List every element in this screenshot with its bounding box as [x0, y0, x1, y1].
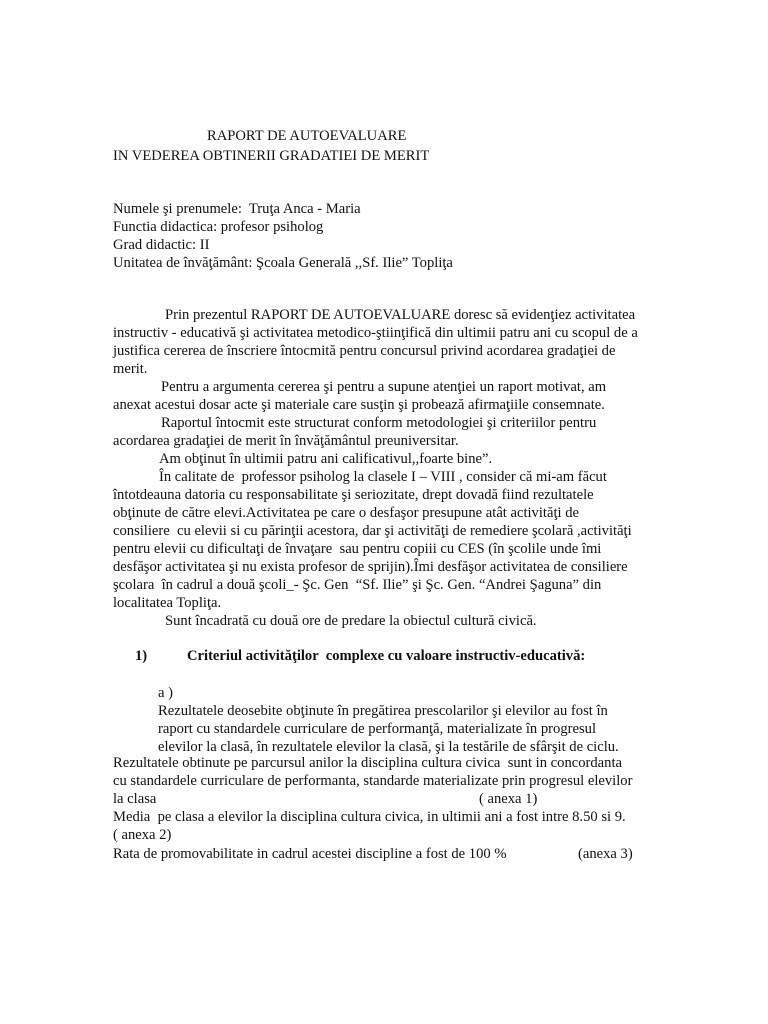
criterion-number: 1)	[135, 648, 148, 664]
intro-p5-line: şcolara în cadrul a două şcoli_- Şc. Gen “Sf. Ilie” şi Şc. Gen. “Andrei Şaguna” din	[113, 577, 602, 593]
annex-1-ref: ( anexa 1)	[479, 791, 538, 807]
results-line: cu standardele curriculare de performanta, standarde materializate prin progresul elevilor	[113, 773, 633, 789]
intro-p5-line: întotdeauna datoria cu responsabilitate şi seriozitate, drept dovadă fiind rezultatele	[113, 487, 594, 503]
intro-p3-line: acordarea gradaţiei de merit în învăţământul preuniversitar.	[113, 433, 459, 449]
intro-p1-line: Prin prezentul RAPORT DE AUTOEVALUARE doresc să evidenţiez activitatea	[165, 307, 636, 323]
intro-p5-line: obţinute de către elevi.Activitatea pe care o desfaşor presupune atât activităţi de	[113, 505, 579, 521]
section-a-line: elevilor la clasă, în rezultatele elevilor la clasă, şi la testările de sfârşit de ciclu.	[158, 739, 619, 755]
section-a-line: raport cu standardele curriculare de performanţă, materializate în progresul	[158, 721, 596, 737]
intro-p5-line: În calitate de professor psiholog la clasele I – VIII , consider că mi-am făcut	[159, 469, 607, 485]
annex-3-ref: (anexa 3)	[578, 846, 633, 862]
intro-p5-line: consiliere cu elevii si cu părinţii acestora, dar şi activităţi de remediere şcolară ,activităţi	[113, 523, 632, 539]
info-name: Numele şi prenumele: Truţa Anca - Maria	[113, 201, 361, 217]
section-a-line: Rezultatele deosebite obţinute în pregătirea prescolarilor şi elevilor au fost în	[158, 703, 608, 719]
intro-p5-line: desfăşor activitatea şi nu exista profesor de sprijin).Îmi desfăşor activitatea de consiliere	[113, 559, 628, 575]
info-unit: Unitatea de învăţământ: Şcoala Generală ,,Sf. Ilie” Topliţa	[113, 255, 453, 271]
media-line: Media pe clasa a elevilor la disciplina cultura civica, in ultimii ani a fost intre 8.50 si 9.	[113, 809, 626, 825]
intro-p2-line: anexat acestui dosar acte şi materiale care susţin şi probează afirmaţiile consemnate.	[113, 397, 605, 413]
intro-p5-line: pentru elevii cu dificultaţi de învaţare sau pentru copiii cu CES (în şcolile unde îmi	[113, 541, 602, 557]
intro-p6: Sunt încadrată cu două ore de predare la obiectul cultură civică.	[165, 613, 537, 629]
criterion-heading: Criteriul activităţilor complexe cu valoare instructiv-educativă:	[187, 648, 586, 664]
info-grade: Grad didactic: II	[113, 237, 210, 253]
intro-p3-line: Raportul întocmit este structurat conform metodologiei şi criteriilor pentru	[161, 415, 597, 431]
results-last-line: la clasa	[113, 791, 157, 807]
title-line-2: IN VEDEREA OBTINERII GRADATIEI DE MERIT	[113, 148, 430, 164]
intro-p4: Am obţinut în ultimii patru ani calificativul,,foarte bine”.	[159, 451, 493, 467]
intro-p5-line: localitatea Topliţa.	[113, 595, 222, 611]
promo-line: Rata de promovabilitate in cadrul acestei discipline a fost de 100 %	[113, 846, 507, 862]
title-line-1: RAPORT DE AUTOEVALUARE	[207, 128, 407, 144]
intro-p2-line: Pentru a argumenta cererea şi pentru a supune atenţiei un raport motivat, am	[161, 379, 607, 395]
section-a-label: a )	[158, 685, 173, 701]
annex-2-ref: ( anexa 2)	[113, 827, 172, 843]
intro-p1-line: instructiv - educativă şi activitatea metodico-ştiinţifică din ultimii patru ani cu scopul de a	[113, 325, 638, 341]
intro-p1-line: merit.	[113, 361, 148, 377]
intro-p1-line: justifica cererea de înscriere întocmită pentru concursul privind acordarea gradaţiei de	[113, 343, 616, 359]
results-line: Rezultatele obtinute pe parcursul anilor la disciplina cultura civica sunt in concordanta	[113, 755, 622, 771]
info-function: Functia didactica: profesor psiholog	[113, 219, 324, 235]
